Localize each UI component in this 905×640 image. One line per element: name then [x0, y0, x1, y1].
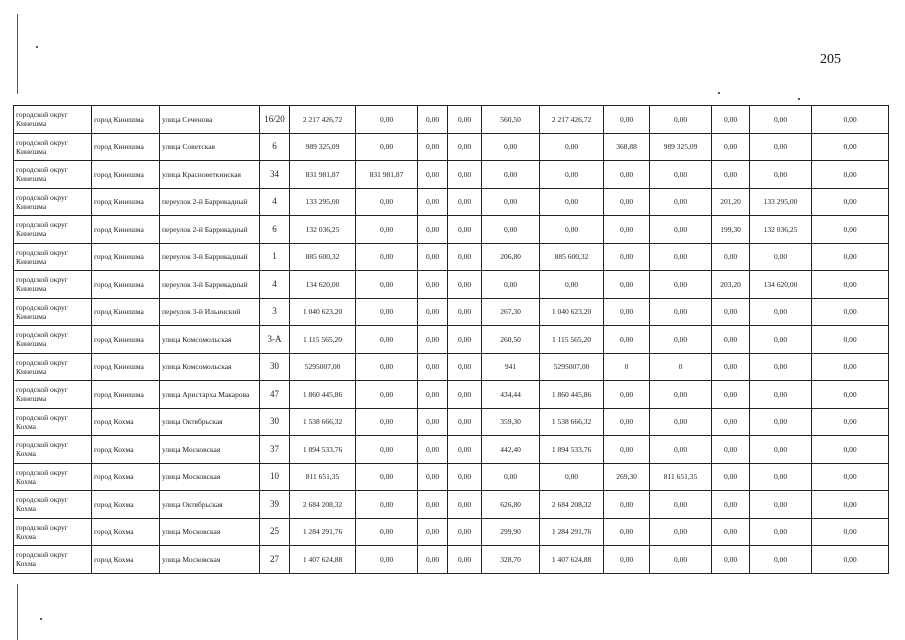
value-cell-2: 0,00 — [356, 408, 418, 436]
value-cell-3: 0,00 — [418, 271, 448, 299]
street-cell: улица Московская — [160, 436, 260, 464]
area-cell-3: 0,00 — [712, 408, 750, 436]
area-cell-1: 0,00 — [482, 188, 540, 216]
cost-cell-1: 0,00 — [540, 271, 604, 299]
area-cell-1: 0,00 — [482, 161, 540, 189]
settlement-cell: город Кинешма — [92, 381, 160, 409]
cost-cell-2: 0,00 — [650, 216, 712, 244]
value-cell-last: 0,00 — [812, 161, 889, 189]
value-cell-4: 0,00 — [448, 133, 482, 161]
settlement-cell: город Кинешма — [92, 106, 160, 134]
cost-cell-2: 989 325,09 — [650, 133, 712, 161]
house-number-cell: 1 — [260, 243, 290, 271]
total-cost-cell: 133 295,00 — [290, 188, 356, 216]
cost-cell-1: 885 600,32 — [540, 243, 604, 271]
settlement-cell: город Кохма — [92, 463, 160, 491]
area-cell-2: 0,00 — [604, 546, 650, 574]
value-cell-4: 0,00 — [448, 546, 482, 574]
cost-cell-2: 0,00 — [650, 271, 712, 299]
street-cell: улица Московская — [160, 546, 260, 574]
house-number-cell: 47 — [260, 381, 290, 409]
table-row — [14, 133, 889, 161]
cost-cell-3: 0,00 — [750, 463, 812, 491]
area-cell-3: 0,00 — [712, 243, 750, 271]
total-cost-cell: 1 860 445,86 — [290, 381, 356, 409]
value-cell-last: 0,00 — [812, 271, 889, 299]
municipality-cell: городской округ Кохма — [14, 436, 92, 464]
cost-cell-1: 0,00 — [540, 463, 604, 491]
value-cell-2: 0,00 — [356, 271, 418, 299]
value-cell-2: 0,00 — [356, 298, 418, 326]
area-cell-1: 260,50 — [482, 326, 540, 354]
area-cell-3: 0,00 — [712, 353, 750, 381]
cost-cell-3: 0,00 — [750, 518, 812, 546]
value-cell-3: 0,00 — [418, 353, 448, 381]
value-cell-last: 0,00 — [812, 216, 889, 244]
value-cell-4: 0,00 — [448, 408, 482, 436]
settlement-cell: город Кохма — [92, 436, 160, 464]
settlement-cell: город Кохма — [92, 546, 160, 574]
house-number-cell: 34 — [260, 161, 290, 189]
value-cell-4: 0,00 — [448, 381, 482, 409]
value-cell-4: 0,00 — [448, 216, 482, 244]
value-cell-2: 0,00 — [356, 353, 418, 381]
value-cell-last: 0,00 — [812, 436, 889, 464]
cost-cell-2: 0,00 — [650, 298, 712, 326]
settlement-cell: город Кинешма — [92, 271, 160, 299]
cost-cell-3: 0,00 — [750, 161, 812, 189]
cost-cell-1: 1 284 291,76 — [540, 518, 604, 546]
area-cell-1: 560,50 — [482, 106, 540, 134]
cost-cell-3: 133 295,00 — [750, 188, 812, 216]
total-cost-cell: 1 407 624,88 — [290, 546, 356, 574]
value-cell-4: 0,00 — [448, 518, 482, 546]
value-cell-2: 0,00 — [356, 243, 418, 271]
area-cell-1: 0,00 — [482, 271, 540, 299]
value-cell-last: 0,00 — [812, 106, 889, 134]
street-cell: улица Октябрьская — [160, 491, 260, 519]
street-cell: переулок 3-й Баррикадный — [160, 243, 260, 271]
total-cost-cell: 1 115 565,20 — [290, 326, 356, 354]
scan-speck — [718, 92, 720, 94]
cost-cell-2: 0,00 — [650, 408, 712, 436]
settlement-cell: город Кинешма — [92, 133, 160, 161]
value-cell-3: 0,00 — [418, 243, 448, 271]
table-row — [14, 106, 889, 134]
house-number-cell: 10 — [260, 463, 290, 491]
cost-cell-1: 1 115 565,20 — [540, 326, 604, 354]
scan-margin-line-top — [17, 14, 18, 94]
value-cell-2: 0,00 — [356, 546, 418, 574]
street-cell: улица Комсомольская — [160, 326, 260, 354]
area-cell-1: 0,00 — [482, 216, 540, 244]
cost-cell-2: 0,00 — [650, 161, 712, 189]
area-cell-2: 0,00 — [604, 106, 650, 134]
cost-cell-2: 0,00 — [650, 243, 712, 271]
total-cost-cell: 1 040 623,20 — [290, 298, 356, 326]
area-cell-3: 0,00 — [712, 381, 750, 409]
area-cell-3: 201,20 — [712, 188, 750, 216]
value-cell-last: 0,00 — [812, 133, 889, 161]
area-cell-2: 0,00 — [604, 408, 650, 436]
street-cell: улица Сеченова — [160, 106, 260, 134]
area-cell-1: 442,40 — [482, 436, 540, 464]
cost-cell-1: 1 894 533,76 — [540, 436, 604, 464]
table-row — [14, 518, 889, 546]
street-cell: переулок 3-й Баррикадный — [160, 271, 260, 299]
value-cell-3: 0,00 — [418, 161, 448, 189]
cost-cell-1: 1 407 624,88 — [540, 546, 604, 574]
total-cost-cell: 811 651,35 — [290, 463, 356, 491]
area-cell-2: 0,00 — [604, 188, 650, 216]
area-cell-1: 267,30 — [482, 298, 540, 326]
total-cost-cell: 989 325,09 — [290, 133, 356, 161]
municipality-cell: городской округ Кинешма — [14, 133, 92, 161]
house-number-cell: 16/20 — [260, 106, 290, 134]
settlement-cell: город Кинешма — [92, 298, 160, 326]
cost-cell-3: 0,00 — [750, 381, 812, 409]
table-row — [14, 188, 889, 216]
value-cell-3: 0,00 — [418, 381, 448, 409]
cost-cell-3: 0,00 — [750, 546, 812, 574]
area-cell-1: 941 — [482, 353, 540, 381]
area-cell-1: 359,30 — [482, 408, 540, 436]
value-cell-last: 0,00 — [812, 298, 889, 326]
house-number-cell: 37 — [260, 436, 290, 464]
cost-cell-3: 0,00 — [750, 436, 812, 464]
area-cell-2: 0,00 — [604, 326, 650, 354]
municipality-cell: городской округ Кинешма — [14, 188, 92, 216]
cost-cell-1: 0,00 — [540, 216, 604, 244]
value-cell-last: 0,00 — [812, 188, 889, 216]
value-cell-2: 0,00 — [356, 463, 418, 491]
value-cell-4: 0,00 — [448, 243, 482, 271]
municipality-cell: городской округ Кохма — [14, 408, 92, 436]
value-cell-3: 0,00 — [418, 408, 448, 436]
street-cell: улица Красноветкинская — [160, 161, 260, 189]
cost-cell-2: 0,00 — [650, 546, 712, 574]
total-cost-cell: 885 600,32 — [290, 243, 356, 271]
area-cell-3: 203,20 — [712, 271, 750, 299]
table-body — [14, 106, 889, 574]
table-row — [14, 271, 889, 299]
value-cell-last: 0,00 — [812, 463, 889, 491]
cost-cell-2: 0 — [650, 353, 712, 381]
table-row — [14, 491, 889, 519]
house-number-cell: 3 — [260, 298, 290, 326]
value-cell-3: 0,00 — [418, 436, 448, 464]
value-cell-3: 0,00 — [418, 106, 448, 134]
area-cell-3: 0,00 — [712, 161, 750, 189]
value-cell-3: 0,00 — [418, 491, 448, 519]
value-cell-3: 0,00 — [418, 216, 448, 244]
area-cell-2: 0,00 — [604, 298, 650, 326]
cost-cell-3: 0,00 — [750, 133, 812, 161]
total-cost-cell: 1 894 533,76 — [290, 436, 356, 464]
cost-cell-2: 0,00 — [650, 518, 712, 546]
municipality-cell: городской округ Кинешма — [14, 216, 92, 244]
value-cell-last: 0,00 — [812, 491, 889, 519]
value-cell-2: 0,00 — [356, 188, 418, 216]
value-cell-2: 0,00 — [356, 518, 418, 546]
cost-cell-3: 134 620,00 — [750, 271, 812, 299]
cost-cell-3: 132 036,25 — [750, 216, 812, 244]
area-cell-2: 269,30 — [604, 463, 650, 491]
area-cell-2: 0,00 — [604, 216, 650, 244]
area-cell-3: 0,00 — [712, 298, 750, 326]
municipality-cell: городской округ Кохма — [14, 518, 92, 546]
table-row — [14, 326, 889, 354]
settlement-cell: город Кохма — [92, 491, 160, 519]
cost-cell-3: 0,00 — [750, 491, 812, 519]
area-cell-2: 0,00 — [604, 243, 650, 271]
value-cell-last: 0,00 — [812, 326, 889, 354]
value-cell-last: 0,00 — [812, 353, 889, 381]
settlement-cell: город Кинешма — [92, 216, 160, 244]
scan-speck — [36, 46, 38, 48]
street-cell: переулок 2-й Баррикадный — [160, 216, 260, 244]
value-cell-3: 0,00 — [418, 298, 448, 326]
area-cell-3: 0,00 — [712, 518, 750, 546]
street-cell: переулок 3-й Ильинский — [160, 298, 260, 326]
area-cell-2: 368,88 — [604, 133, 650, 161]
settlement-cell: город Кинешма — [92, 326, 160, 354]
settlement-cell: город Кинешма — [92, 243, 160, 271]
area-cell-3: 0,00 — [712, 436, 750, 464]
value-cell-2: 0,00 — [356, 436, 418, 464]
value-cell-last: 0,00 — [812, 243, 889, 271]
cost-cell-2: 0,00 — [650, 436, 712, 464]
house-number-cell: 4 — [260, 188, 290, 216]
value-cell-4: 0,00 — [448, 188, 482, 216]
cost-cell-2: 0,00 — [650, 188, 712, 216]
value-cell-3: 0,00 — [418, 463, 448, 491]
value-cell-3: 0,00 — [418, 546, 448, 574]
house-number-cell: 27 — [260, 546, 290, 574]
table-row — [14, 216, 889, 244]
area-cell-2: 0,00 — [604, 436, 650, 464]
total-cost-cell: 1 538 666,32 — [290, 408, 356, 436]
scan-speck — [798, 98, 800, 100]
table-row — [14, 353, 889, 381]
value-cell-4: 0,00 — [448, 353, 482, 381]
cost-cell-1: 0,00 — [540, 161, 604, 189]
table-row — [14, 381, 889, 409]
street-cell: улица Московская — [160, 463, 260, 491]
cost-cell-1: 2 684 208,32 — [540, 491, 604, 519]
area-cell-3: 0,00 — [712, 326, 750, 354]
total-cost-cell: 5295007,00 — [290, 353, 356, 381]
area-cell-3: 0,00 — [712, 491, 750, 519]
cost-cell-1: 5295007,00 — [540, 353, 604, 381]
area-cell-1: 206,80 — [482, 243, 540, 271]
street-cell: улица Октябрьская — [160, 408, 260, 436]
total-cost-cell: 2 684 208,32 — [290, 491, 356, 519]
total-cost-cell: 2 217 426,72 — [290, 106, 356, 134]
total-cost-cell: 134 620,00 — [290, 271, 356, 299]
cost-cell-1: 1 860 445,86 — [540, 381, 604, 409]
street-cell: улица Московская — [160, 518, 260, 546]
street-cell: улица Советская — [160, 133, 260, 161]
municipality-cell: городской округ Кинешма — [14, 243, 92, 271]
cost-cell-2: 811 651,35 — [650, 463, 712, 491]
municipality-cell: городской округ Кинешма — [14, 381, 92, 409]
house-number-cell: 30 — [260, 408, 290, 436]
municipality-cell: городской округ Кинешма — [14, 298, 92, 326]
cost-cell-3: 0,00 — [750, 353, 812, 381]
area-cell-2: 0,00 — [604, 381, 650, 409]
value-cell-4: 0,00 — [448, 463, 482, 491]
area-cell-3: 0,00 — [712, 546, 750, 574]
total-cost-cell: 132 036,25 — [290, 216, 356, 244]
value-cell-4: 0,00 — [448, 491, 482, 519]
house-number-cell: 6 — [260, 133, 290, 161]
municipality-cell: городской округ Кинешма — [14, 326, 92, 354]
page-number: 205 — [820, 52, 841, 67]
value-cell-last: 0,00 — [812, 518, 889, 546]
settlement-cell: город Кинешма — [92, 353, 160, 381]
cost-cell-1: 0,00 — [540, 133, 604, 161]
value-cell-2: 0,00 — [356, 326, 418, 354]
cost-cell-3: 0,00 — [750, 298, 812, 326]
total-cost-cell: 831 981,87 — [290, 161, 356, 189]
value-cell-2: 831 981,87 — [356, 161, 418, 189]
total-cost-cell: 1 284 291,76 — [290, 518, 356, 546]
area-cell-1: 434,44 — [482, 381, 540, 409]
area-cell-1: 626,80 — [482, 491, 540, 519]
cost-cell-2: 0,00 — [650, 106, 712, 134]
cost-cell-1: 1 040 623,20 — [540, 298, 604, 326]
municipality-cell: городской округ Кинешма — [14, 271, 92, 299]
table-row — [14, 463, 889, 491]
value-cell-2: 0,00 — [356, 216, 418, 244]
area-cell-3: 0,00 — [712, 106, 750, 134]
cost-cell-2: 0,00 — [650, 381, 712, 409]
settlement-cell: город Кинешма — [92, 161, 160, 189]
house-number-cell: 4 — [260, 271, 290, 299]
cost-cell-3: 0,00 — [750, 326, 812, 354]
value-cell-4: 0,00 — [448, 436, 482, 464]
value-cell-2: 0,00 — [356, 106, 418, 134]
settlement-cell: город Кинешма — [92, 188, 160, 216]
cost-cell-2: 0,00 — [650, 326, 712, 354]
table-row — [14, 161, 889, 189]
value-cell-3: 0,00 — [418, 133, 448, 161]
table-row — [14, 298, 889, 326]
table-row — [14, 546, 889, 574]
settlement-cell: город Кохма — [92, 408, 160, 436]
cost-cell-3: 0,00 — [750, 106, 812, 134]
table-row — [14, 436, 889, 464]
area-cell-3: 199,30 — [712, 216, 750, 244]
house-number-cell: 3-А — [260, 326, 290, 354]
cost-cell-3: 0,00 — [750, 408, 812, 436]
municipality-cell: городской округ Кинешма — [14, 161, 92, 189]
street-cell: улица Комсомольская — [160, 353, 260, 381]
value-cell-last: 0,00 — [812, 408, 889, 436]
area-cell-3: 0,00 — [712, 463, 750, 491]
area-cell-1: 328,70 — [482, 546, 540, 574]
area-cell-2: 0 — [604, 353, 650, 381]
table-row — [14, 408, 889, 436]
value-cell-4: 0,00 — [448, 106, 482, 134]
value-cell-4: 0,00 — [448, 326, 482, 354]
area-cell-2: 0,00 — [604, 161, 650, 189]
value-cell-2: 0,00 — [356, 133, 418, 161]
house-number-cell: 25 — [260, 518, 290, 546]
cost-cell-2: 0,00 — [650, 491, 712, 519]
area-cell-2: 0,00 — [604, 491, 650, 519]
value-cell-2: 0,00 — [356, 491, 418, 519]
house-number-cell: 30 — [260, 353, 290, 381]
municipality-cell: городской округ Кинешма — [14, 353, 92, 381]
settlement-cell: город Кохма — [92, 518, 160, 546]
municipality-cell: городской округ Кохма — [14, 546, 92, 574]
cost-cell-1: 2 217 426,72 — [540, 106, 604, 134]
street-cell: улица Аристарха Макарова — [160, 381, 260, 409]
municipality-cell: городской округ Кохма — [14, 463, 92, 491]
cost-cell-3: 0,00 — [750, 243, 812, 271]
value-cell-3: 0,00 — [418, 518, 448, 546]
house-number-cell: 6 — [260, 216, 290, 244]
table-row — [14, 243, 889, 271]
value-cell-last: 0,00 — [812, 546, 889, 574]
housing-repair-table — [13, 105, 889, 574]
municipality-cell: городской округ Кинешма — [14, 106, 92, 134]
cost-cell-1: 1 538 666,32 — [540, 408, 604, 436]
value-cell-last: 0,00 — [812, 381, 889, 409]
value-cell-4: 0,00 — [448, 161, 482, 189]
street-cell: переулок 2-й Баррикадный — [160, 188, 260, 216]
house-number-cell: 39 — [260, 491, 290, 519]
area-cell-1: 0,00 — [482, 133, 540, 161]
value-cell-3: 0,00 — [418, 326, 448, 354]
area-cell-2: 0,00 — [604, 271, 650, 299]
value-cell-3: 0,00 — [418, 188, 448, 216]
area-cell-2: 0,00 — [604, 518, 650, 546]
area-cell-1: 299,90 — [482, 518, 540, 546]
value-cell-4: 0,00 — [448, 271, 482, 299]
area-cell-3: 0,00 — [712, 133, 750, 161]
cost-cell-1: 0,00 — [540, 188, 604, 216]
municipality-cell: городской округ Кохма — [14, 491, 92, 519]
value-cell-2: 0,00 — [356, 381, 418, 409]
scan-speck — [40, 618, 42, 620]
area-cell-1: 0,00 — [482, 463, 540, 491]
value-cell-4: 0,00 — [448, 298, 482, 326]
scan-margin-line-bottom — [17, 584, 18, 640]
